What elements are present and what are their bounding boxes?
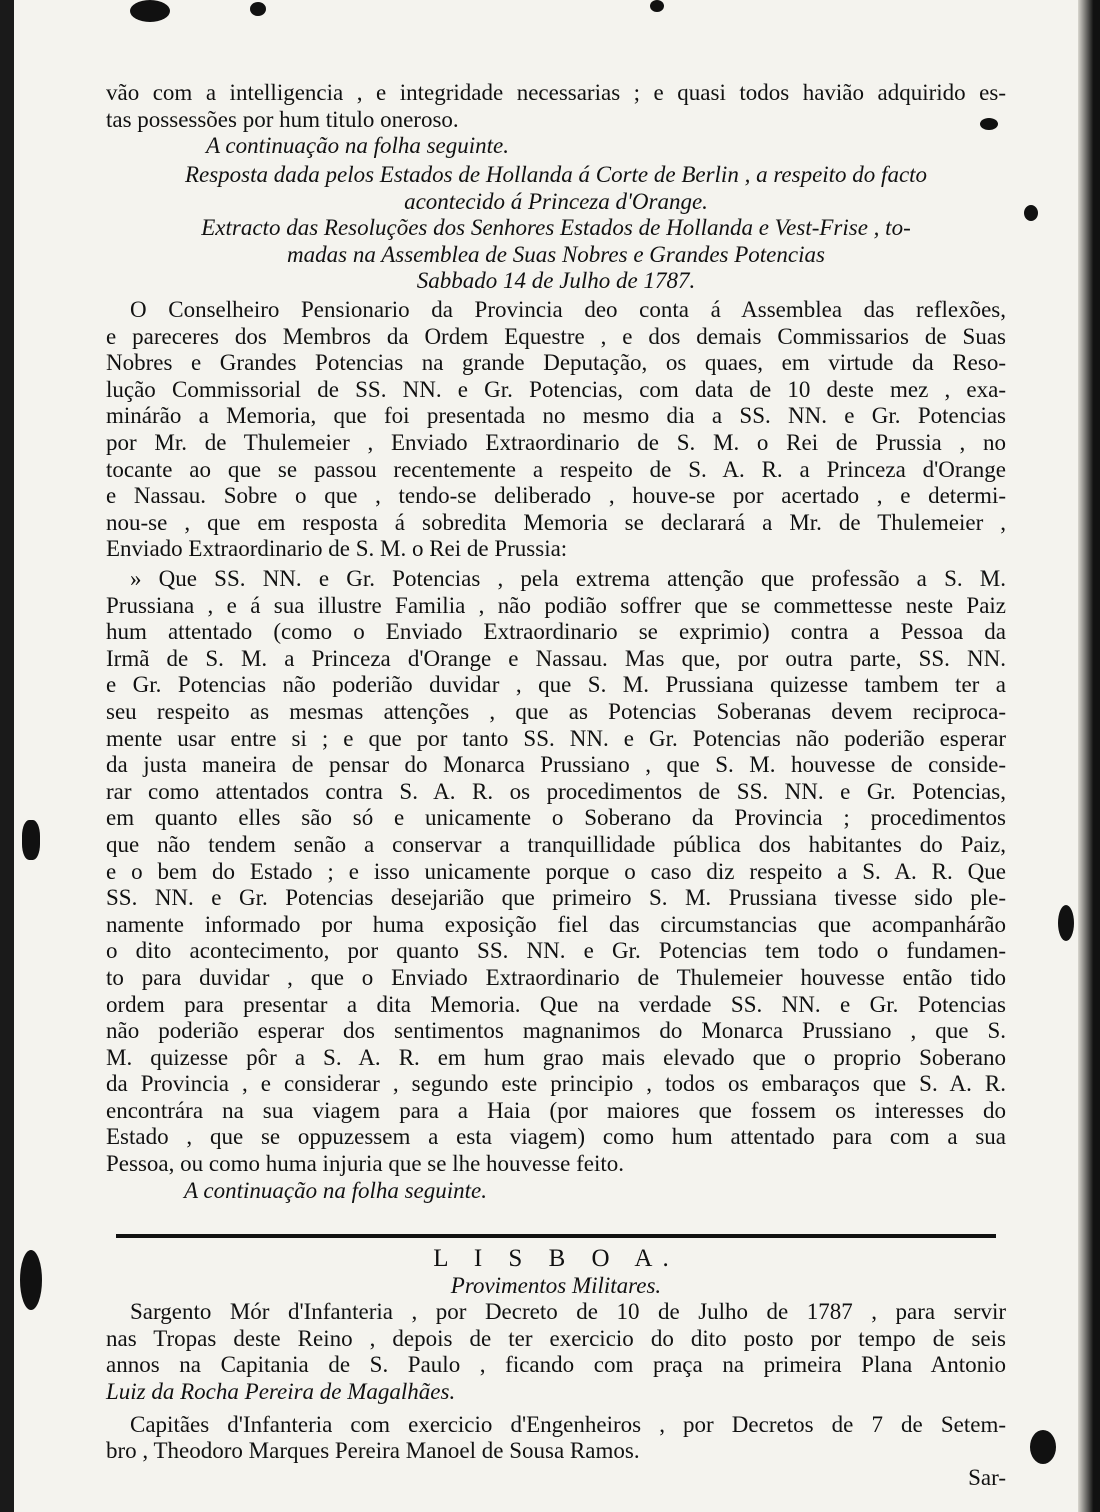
p2-line: encontrára na sua viagem para a Haia (por maiores que fossem os interesses do <box>106 1097 1006 1123</box>
lisboa-line: Luiz da Rocha Pereira de Magalhães. <box>106 1378 456 1404</box>
p2-line: rar como attentados contra S. A. R. os procedimentos de SS. NN. e Gr. Potencias, <box>106 778 1006 804</box>
ink-blot <box>130 0 170 22</box>
p2-line: hum attentado (como o Enviado Extraordinario se exprimio) contra a Pessoa da <box>106 619 1006 645</box>
lisboa-line: annos na Capitania de S. Paulo , ficando com praça na primeira Plana Antonio <box>106 1352 1006 1378</box>
p2-line: que não tendem senão a conservar a tranquillidade pública dos habitantes do Paiz, <box>106 831 1006 857</box>
p1-line: e Nassau. Sobre o que , tendo-se deliberado , houve-se por acertado , e determi- <box>106 483 1006 509</box>
p2-line: em quanto elles são só e unicamente o Soberano da Provincia ; procedimentos <box>106 805 1006 831</box>
continuation-note-2: A continuação na folha seguinte. <box>184 1177 488 1203</box>
p2-line: Pessoa, ou como huma injuria que se lhe houvesse feito. <box>106 1151 625 1177</box>
p1-line: minárão a Memoria, que foi presentada no mesmo dia a SS. NN. e Gr. Potencias <box>106 403 1006 429</box>
p1-line: Nobres e Grandes Potencias na grande Deputação, os quaes, em virtude da Reso- <box>106 350 1006 376</box>
catchword: Sar- <box>968 1464 1006 1490</box>
p1-line: nou-se , que em resposta á sobredita Memoria se declarará a Mr. de Thulemeier , <box>106 509 1006 535</box>
p2-line: mente usar entre si ; e que por tanto SS. NN. e Gr. Potencias não poderião esperar <box>106 725 1006 751</box>
paragraph-2 <box>106 566 1006 1204</box>
continuation-note: A continuação na folha seguinte. <box>206 133 510 159</box>
p2-line: Estado , que se oppuzessem a esta viagem) como hum attentado para com a sua <box>106 1124 1006 1150</box>
ink-blot <box>1024 205 1038 221</box>
resposta-title-line-2: acontecido á Princeza d'Orange. <box>404 188 708 214</box>
p1-line: tocante ao que se passou recentemente a respeito de S. A. R. a Princeza d'Orange <box>106 456 1006 482</box>
p2-line: seu respeito as mesmas attenções , que as Potencias Soberanas devem reciproca- <box>106 698 1006 724</box>
ink-blot <box>1058 905 1074 941</box>
extract-title-line-1: Extracto das Resoluções dos Senhores Estados de Hollanda e Vest-Frise , to- <box>201 215 911 241</box>
p2-line: não poderião esperar dos sentimentos magnanimos do Monarca Prussiano , que S. <box>106 1018 1006 1044</box>
lisboa-heading: L I S B O A. <box>433 1245 679 1272</box>
p1-line: O Conselheiro Pensionario da Provincia deo conta á Assemblea das reflexões, <box>130 297 1006 322</box>
p2-line: da Provincia , e considerar , segundo este principio , todos os embaraços que S. A. R. <box>106 1071 1006 1097</box>
scan-right-edge <box>1078 0 1100 1512</box>
provimentos-subheading: Provimentos Militares. <box>450 1272 662 1298</box>
ink-blot <box>20 1250 42 1310</box>
p2-line: Irmã de S. M. a Princeza d'Orange e Nassau. Mas que, por outra parte, SS. NN. <box>106 645 1006 671</box>
p2-line: to para duvidar , que o Enviado Extraordinario de Thulemeier houvesse então tido <box>106 964 1006 990</box>
resposta-heading <box>106 162 1006 295</box>
lisboa-line: Sargento Mór d'Infanteria , por Decreto de 10 de Julho de 1787 , para servir <box>130 1299 1006 1325</box>
intro-line-1: vão com a intelligencia , e integridade necessarias ; e quasi todos havião adquirido es- <box>106 80 1006 105</box>
p2-line: o dito acontecimento, por quanto SS. NN. e Gr. Potencias tem todo o fundamen- <box>106 938 1006 964</box>
resposta-title-line-1: Resposta dada pelos Estados de Hollanda á Corte de Berlin , a respeito do facto <box>184 162 928 187</box>
section-divider <box>116 1234 996 1238</box>
ink-blot <box>250 2 266 16</box>
intro-line-2: tas possessões por hum titulo oneroso. <box>106 106 459 132</box>
p1-line: lução Commissorial de SS. NN. e Gr. Potencias, com data de 10 deste mez , exa- <box>106 376 1006 402</box>
p2-line: SS. NN. e Gr. Potencias desejarião que primeiro S. M. Prussiana tivesse sido ple- <box>106 885 1006 911</box>
ink-blot <box>650 0 664 12</box>
lisboa-line: Capitães d'Infanteria com exercicio d'Engenheiros , por Decretos de 7 de Setem- <box>130 1411 1006 1437</box>
p2-line: e Gr. Potencias não poderião duvidar , que S. M. Prussiana quizesse tambem ter a <box>106 672 1006 698</box>
p1-line: e pareceres dos Membros da Ordem Equestre , e dos demais Commissarios de Suas <box>106 323 1006 349</box>
p1-line: Enviado Extraordinario de S. M. o Rei de Prussia: <box>106 536 568 562</box>
p1-line: por Mr. de Thulemeier , Enviado Extraordinario de S. M. o Rei de Prussia , no <box>106 429 1006 455</box>
paragraph-1 <box>106 297 1006 563</box>
intro-section <box>106 80 1006 160</box>
ink-blot <box>22 820 40 860</box>
lisboa-line: nas Tropas deste Reino , depois de ter exercicio do dito posto por tempo de seis <box>106 1325 1006 1351</box>
p2-line: da justa maneira de pensar do Monarca Prussiano , que S. M. houvesse de conside- <box>106 752 1006 778</box>
extract-title-line-2: madas na Assemblea de Suas Nobres e Grandes Potencias <box>287 241 825 267</box>
p2-line: e o bem do Estado ; e isso unicamente porque o caso diz respeito a S. A. R. Que <box>106 858 1006 884</box>
p2-line: ordem para presentar a dita Memoria. Que na verdade SS. NN. e Gr. Potencias <box>106 991 1006 1017</box>
lisboa-line: bro , Theodoro Marques Pereira Manoel de Sousa Ramos. <box>106 1438 640 1464</box>
resolution-date: Sabbado 14 de Julho de 1787. <box>416 268 696 294</box>
ink-blot <box>1030 1430 1056 1464</box>
p2-line: M. quizesse pôr a S. A. R. em hum grao mais elevado que o proprio Soberano <box>106 1044 1006 1070</box>
p2-line: » Que SS. NN. e Gr. Potencias , pela extrema attenção que professão a S. M. <box>130 566 1006 591</box>
lisboa-section <box>106 1246 1006 1491</box>
scan-left-edge <box>0 0 14 1512</box>
p2-line: Prussiana , e á sua illustre Familia , não podião soffrer que se commettesse neste Paiz <box>106 592 1006 618</box>
p2-line: namente informado por huma exposição fiel das circumstancias que acompanhárão <box>106 911 1006 937</box>
